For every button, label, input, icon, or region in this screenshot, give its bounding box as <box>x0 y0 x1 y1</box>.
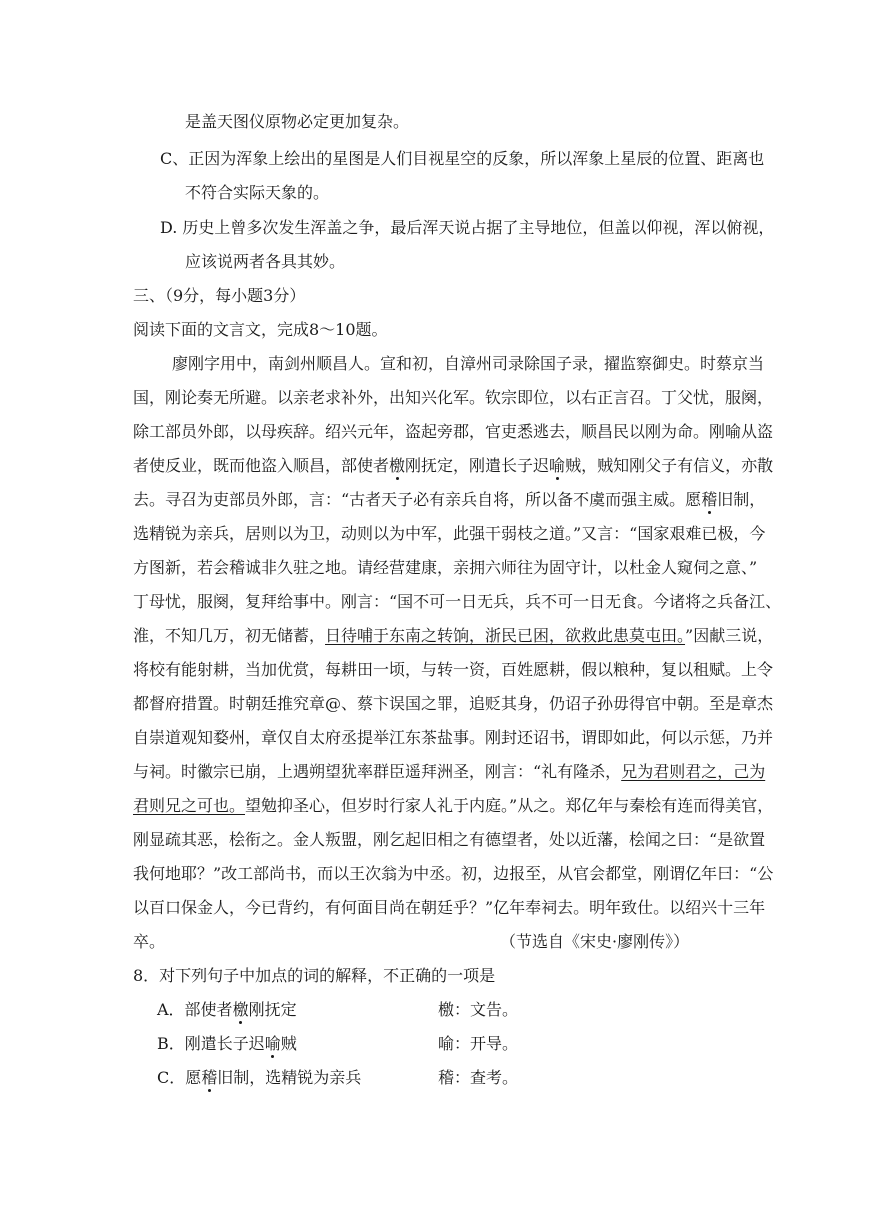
option-text: 旧制，选精锐为亲兵 <box>217 1068 362 1087</box>
dotted-word: 喻 <box>264 1034 281 1053</box>
passage-line: 都督府措置。时朝廷推究章@、蔡卞误国之罪，追贬其身，仍诏子孙毋得官中朝。至是章杰 <box>133 694 774 713</box>
option-d-line1: D. 历史上曾多次发生浑盖之争，最后浑天说占据了主导地位，但盖以仰视，浑以俯视， <box>160 218 775 237</box>
underlined-sentence: 君则兄之可也。 <box>133 796 246 815</box>
option-d-line2: 应该说两者各具其妙。 <box>185 252 346 271</box>
option-text: 刚抚定 <box>248 1000 297 1019</box>
text-segment: 去。寻召为吏部员外郎，言：“古者天子必有亲兵自将，所以备不虞而强主威。愿 <box>133 490 702 509</box>
text-segment: 望勉抑圣心，但岁时行家人礼于内庭。”从之。郑亿年与秦桧有连而得美官， <box>245 796 774 815</box>
question-8-option-a <box>157 1000 297 1020</box>
passage-line <box>133 456 773 476</box>
text-segment: 刚抚定，刚遣长子迟 <box>405 456 550 475</box>
passage-line: 以百口保金人，今已背约，有何面目尚在朝廷乎？”亿年奉祠去。明年致仕。以绍兴十三年 <box>133 898 766 917</box>
passage-line: 选精锐为亲兵，居则以为卫，动则以为中军，此强干弱枝之道。”又言：“国家艰难已极，今 <box>133 524 766 543</box>
passage-line <box>133 796 773 816</box>
dotted-word: 稽 <box>701 490 718 509</box>
text-segment: 淮，不知几万，初无储蓄， <box>133 626 326 645</box>
passage-line: 方图新，若会稽诚非久驻之地。请经营建康，亲拥六师往为固守计，以杜金人窥伺之意、” <box>133 558 758 577</box>
passage-line <box>133 490 765 510</box>
passage-line: 将校有能射耕，当加优赏，每耕田一顷，与转一资，百姓愿耕，假以粮种，复以租赋。上令 <box>133 660 774 679</box>
passage-source: （节选自《宋史·廖刚传》） <box>500 932 690 951</box>
passage-line: 自崇道观知婺州，章仅自太府丞提举江东茶盐事。刚封还诏书，谓即如此，何以示惩，乃并 <box>133 728 774 747</box>
option-text: C．愿 <box>157 1068 202 1087</box>
passage-line: 国，刚论奏无所避。以亲老求补外，出知兴化军。钦宗即位，以右正言召。丁父忧，服阕， <box>133 388 774 407</box>
option-text: 贼 <box>280 1034 297 1053</box>
question-8-option-c <box>157 1068 361 1088</box>
passage-line: 我何地耶？”改工部尚书，而以王次翁为中丞。初，边报至，从官会都堂，刚谓亿年曰：“公 <box>133 864 774 883</box>
section-heading: 三、（9分，每小题3分） <box>133 286 306 305</box>
option-c-line2: 不符合实际天象的。 <box>185 183 330 202</box>
question-8-option-b <box>157 1034 297 1054</box>
dotted-word: 喻 <box>549 456 566 475</box>
dotted-word: 檄 <box>389 456 406 475</box>
underlined-sentence: 日待哺于东南之转饷，浙民已困，欲救此患莫屯田。 <box>325 626 686 645</box>
section-instruction: 阅读下面的文言文，完成8～10题。 <box>133 320 388 339</box>
option-c-line1: C、正因为浑象上绘出的星图是人们目视星空的反象，所以浑象上星辰的位置、距离也 <box>160 149 765 168</box>
passage-line <box>133 626 773 646</box>
text-segment: ”因献三说， <box>685 626 774 645</box>
passage-line: 除工部员外郎，以母疾辞。绍兴元年，盗起旁郡，官吏悉逃去，顺昌民以刚为命。刚喻从盗 <box>133 422 774 441</box>
dotted-word: 檄 <box>232 1000 249 1019</box>
option-text: B．刚遣长子迟 <box>157 1034 265 1053</box>
text-segment: 贼，贼知刚父子有信义，亦散 <box>565 456 774 475</box>
question-8-stem: 8．对下列句子中加点的词的解释，不正确的一项是 <box>133 966 496 985</box>
question-8-option-c-gloss: 稽：查考。 <box>438 1068 519 1087</box>
question-8-option-b-gloss: 喻：开导。 <box>438 1034 519 1053</box>
passage-line: 廖刚字用中，南剑州顺昌人。宣和初，自漳州司录除国子录，擢监察御史。时蔡京当 <box>172 354 765 373</box>
text-segment: 与祠。时徽宗已崩，上遇朔望犹率群臣遥拜洲圣，刚言：“礼有隆杀， <box>133 762 622 781</box>
passage-line: 卒。 <box>133 932 166 951</box>
text-segment: 旧制， <box>717 490 766 509</box>
passage-line: 刚显疏其恶，桧衔之。金人叛盟，刚乞起旧相之有德望者，处以近藩，桧闻之曰：“是欲置 <box>133 830 766 849</box>
option-text: A．部使者 <box>157 1000 233 1019</box>
option-b-continuation: 是盖天图仪原物必定更加复杂。 <box>185 112 410 131</box>
text-segment: 者使反业，既而他盗入顺昌，部使者 <box>133 456 390 475</box>
passage-line: 丁母忧，服阕，复拜给事中。刚言：“国不可一日无兵，兵不可一日无食。今诸将之兵备江、 <box>133 592 782 611</box>
question-8-option-a-gloss: 檄：文告。 <box>438 1000 519 1019</box>
underlined-sentence: 兄为君则君之，己为 <box>621 762 766 781</box>
dotted-word: 稽 <box>201 1068 218 1087</box>
passage-line <box>133 762 765 782</box>
